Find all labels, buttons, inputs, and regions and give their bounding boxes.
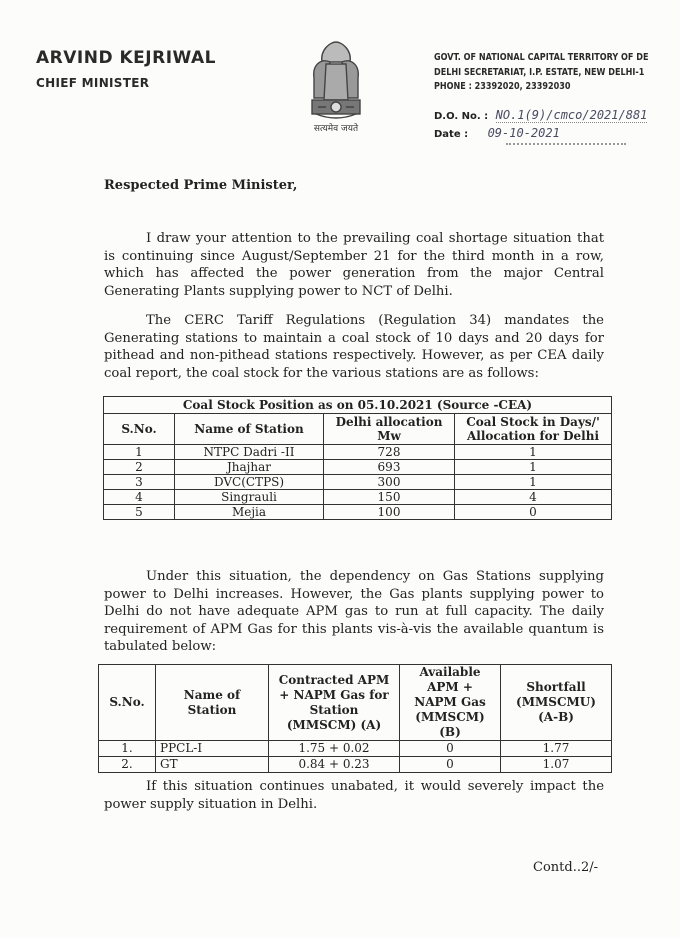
paragraph-2: The CERC Tariff Regulations (Regulation 34) mandates the Generating stations to maintain a coal stock of 10 days and 20 days for pithead and non-pithead stations respectively. However, as per CEA daily coal report, the coal stock for the various stations are as follows: xyxy=(104,313,604,381)
gas-cell: 0 xyxy=(400,757,501,773)
coal-cell: 0 xyxy=(455,505,612,520)
date-value: 09-10-2021 xyxy=(487,126,560,140)
gas-header-sno: S.No. xyxy=(99,665,156,741)
do-number-line xyxy=(434,108,647,122)
coal-header-stock-days: Coal Stock in Days/' Allocation for Delhi xyxy=(455,414,612,445)
gas-cell: 0.84 + 0.23 xyxy=(269,757,400,773)
do-label: D.O. No. : xyxy=(434,111,489,122)
continued-note: Contd..2/- xyxy=(533,860,598,875)
coal-cell: 3 xyxy=(104,475,175,490)
coal-cell: 4 xyxy=(104,490,175,505)
coal-cell: NTPC Dadri -II xyxy=(175,445,324,460)
gas-header-shortfall: Shortfall (MMSCMU) (A-B) xyxy=(501,665,612,741)
gas-cell: 1.77 xyxy=(501,741,612,757)
date-underline xyxy=(506,143,626,145)
coal-cell: 100 xyxy=(324,505,455,520)
gas-header-available: Available APM + NAPM Gas (MMSCM) (B) xyxy=(400,665,501,741)
gas-header-station: Name of Station xyxy=(156,665,269,741)
table-row xyxy=(104,475,612,490)
table-row xyxy=(99,741,612,757)
gas-cell: 1. xyxy=(99,741,156,757)
date-line xyxy=(434,126,560,140)
table-row xyxy=(104,505,612,520)
paragraph-1: I draw your attention to the prevailing coal shortage situation that is continuing since August/September 21 for the third month in a row, which has affected the power generation from the major Central Generating Plants supplying power to NCT of Delhi. xyxy=(104,231,604,299)
sender-name: ARVIND KEJRIWAL xyxy=(36,48,216,68)
gas-shortfall-table xyxy=(98,664,612,773)
gas-cell: 0 xyxy=(400,741,501,757)
coal-cell: 1 xyxy=(455,475,612,490)
coal-cell: 150 xyxy=(324,490,455,505)
coal-cell: 1 xyxy=(104,445,175,460)
coal-cell: 728 xyxy=(324,445,455,460)
paragraph-3: Under this situation, the dependency on Gas Stations supplying power to Delhi increases. However, the Gas plants supplying power to Delhi do not have adequate APM gas to run at full capacity. The daily requirement of APM Gas for this plants vis-à-vis the available quantum is tabulated below: xyxy=(104,569,604,654)
coal-header-station: Name of Station xyxy=(175,414,324,445)
coal-table-caption: Coal Stock Position as on 05.10.2021 (Source -CEA) xyxy=(104,397,612,414)
sender-title: CHIEF MINISTER xyxy=(36,76,150,90)
gas-cell: 1.75 + 0.02 xyxy=(269,741,400,757)
gas-cell: GT xyxy=(156,757,269,773)
coal-cell: 1 xyxy=(455,460,612,475)
coal-stock-table xyxy=(103,396,612,520)
coal-cell: 693 xyxy=(324,460,455,475)
coal-cell: 4 xyxy=(455,490,612,505)
address-line-3: PHONE : 23392020, 23392030 xyxy=(434,81,571,92)
gas-header-contracted: Contracted APM + NAPM Gas for Station (MMSCM) (A) xyxy=(269,665,400,741)
coal-cell: Jhajhar xyxy=(175,460,324,475)
coal-cell: 1 xyxy=(455,445,612,460)
coal-cell: DVC(CTPS) xyxy=(175,475,324,490)
table-row xyxy=(104,490,612,505)
paragraph-4: If this situation continues unabated, it would severely impact the power supply situation in Delhi. xyxy=(104,779,604,812)
emblem-motto: सत्यमेव जयते xyxy=(313,124,359,134)
coal-cell: Singrauli xyxy=(175,490,324,505)
date-label: Date : xyxy=(434,129,469,140)
gas-cell: PPCL-I xyxy=(156,741,269,757)
address-line-2: DELHI SECRETARIAT, I.P. ESTATE, NEW DELHI-1 xyxy=(434,67,645,78)
address-line-1: GOVT. OF NATIONAL CAPITAL TERRITORY OF DE xyxy=(434,52,649,63)
gas-cell: 2. xyxy=(99,757,156,773)
coal-header-sno: S.No. xyxy=(104,414,175,445)
coal-cell: Mejia xyxy=(175,505,324,520)
gas-cell: 1.07 xyxy=(501,757,612,773)
table-row xyxy=(99,757,612,773)
table-row xyxy=(104,460,612,475)
salutation: Respected Prime Minister, xyxy=(104,178,298,193)
coal-header-allocation: Delhi allocation Mw xyxy=(324,414,455,445)
coal-cell: 300 xyxy=(324,475,455,490)
table-row xyxy=(104,445,612,460)
coal-cell: 5 xyxy=(104,505,175,520)
do-number-value: NO.1(9)/cmco/2021/881 xyxy=(495,108,648,122)
coal-cell: 2 xyxy=(104,460,175,475)
